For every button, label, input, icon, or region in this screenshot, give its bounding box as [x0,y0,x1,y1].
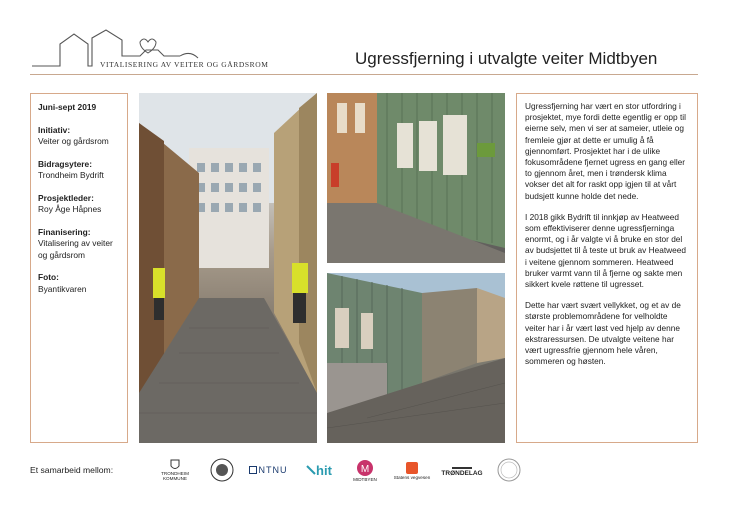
midtbyen-logo [350,455,380,485]
contributors-value: Trondheim Bydrift [38,170,104,180]
ntnu-mark-icon [249,466,257,474]
ntnu-text: NTNU [258,465,288,475]
project-info-sidebar [30,93,128,443]
description-paragraph-2: I 2018 gikk Bydrift til innkjøp av Heatweed som effektiviserer denne ugressfjerninga enormt, og i år valgte vi å bruke en stor del av budsjettet til å teste ut bruk av Heatweed i veitene gjennom sommeren. Heatweed bruker varmt vann til å fjerne og sakte men sikkert kvele røttene til ugresset. [525,211,686,290]
hit-mark-icon [306,464,316,476]
trondelag-logo [440,455,484,485]
ntnu-logo [246,455,290,485]
hit-logo [300,455,338,485]
midtbyen-mark-icon [356,459,374,477]
badge-icon [496,457,522,483]
description-paragraph-1: Ugressfjerning har vært en stor utfordring i prosjektet, mye fordi dette egentlig er opp til eierne selv, men vi ser at sameier, utleie og fremleie gjør at dette er umulig å få gjennomført. Prosjektet har i de ulike fokusområdene fjernet ugress en gang eller to gjennom året, men i trøndersk klima vokser det alt for raskt opp igjen til at vårt budsjett kunne holde det nede. [525,101,686,201]
description-paragraph-3: Dette har vært svært vellykket, og et av de største problemområdene for velholdte veiter har i år vært løst ved hjelp av denne ekstraressursen. De utvalgte veitene har vært ugressfrie gjennom hele våren, sommeren og høsten. [525,300,681,367]
project-lead-block [38,193,120,216]
trondheim-kommune-logo [160,455,190,485]
financing-heading: Finanisering: [38,226,91,237]
seal-icon [209,457,235,483]
contributors-block [38,159,120,182]
circular-seal-logo [206,455,238,485]
financing-block [38,227,120,262]
trondheim-kommune-text: TRONDHEIM KOMMUNE [161,471,189,481]
statens-vegvesen-logo [392,455,432,485]
round-badge-logo [494,455,524,485]
logo-text: VITALISERING AV VEITER OG GÅRDSROM [100,60,269,69]
crest-icon [170,459,180,471]
photo-credit-block [38,272,120,295]
alley-workers-photo [139,93,317,443]
contributors-heading: Bidragsytere: [38,158,92,169]
statens-vegvesen-text: Statens vegvesen [393,474,431,480]
financing-value: Vitalisering av veiter og gårdsrom [38,238,113,260]
collaboration-label: Et samarbeid mellom: [30,465,114,475]
photo-credit-heading: Foto: [38,272,59,282]
photo-credit-value: Byantikvaren [38,283,87,294]
trondelag-text: TRØNDELAG [441,469,483,477]
description-textbox [516,93,698,443]
project-logo [30,26,269,76]
header-rule [30,74,698,75]
midtbyen-text: MIDTBYEN [353,476,377,482]
svg-text:M: M [360,463,370,475]
initiative-value: Veiter og gårdsrom [38,136,109,146]
project-lead-value: Roy Åge Håpnes [38,204,102,214]
project-date: Juni-sept 2019 [38,102,97,112]
initiative-heading: Initiativ: [38,124,71,135]
page-title: Ugressfjerning i utvalgte veiter Midtbyen [355,49,658,68]
initiative-block [38,125,120,148]
project-lead-heading: Prosjektleder: [38,192,94,203]
vegvesen-mark-icon [405,461,419,475]
street-green-building-photo [327,93,505,263]
hit-text: hit [316,462,332,478]
project-date-block [38,102,120,114]
alley-green-facade-photo [327,273,505,443]
